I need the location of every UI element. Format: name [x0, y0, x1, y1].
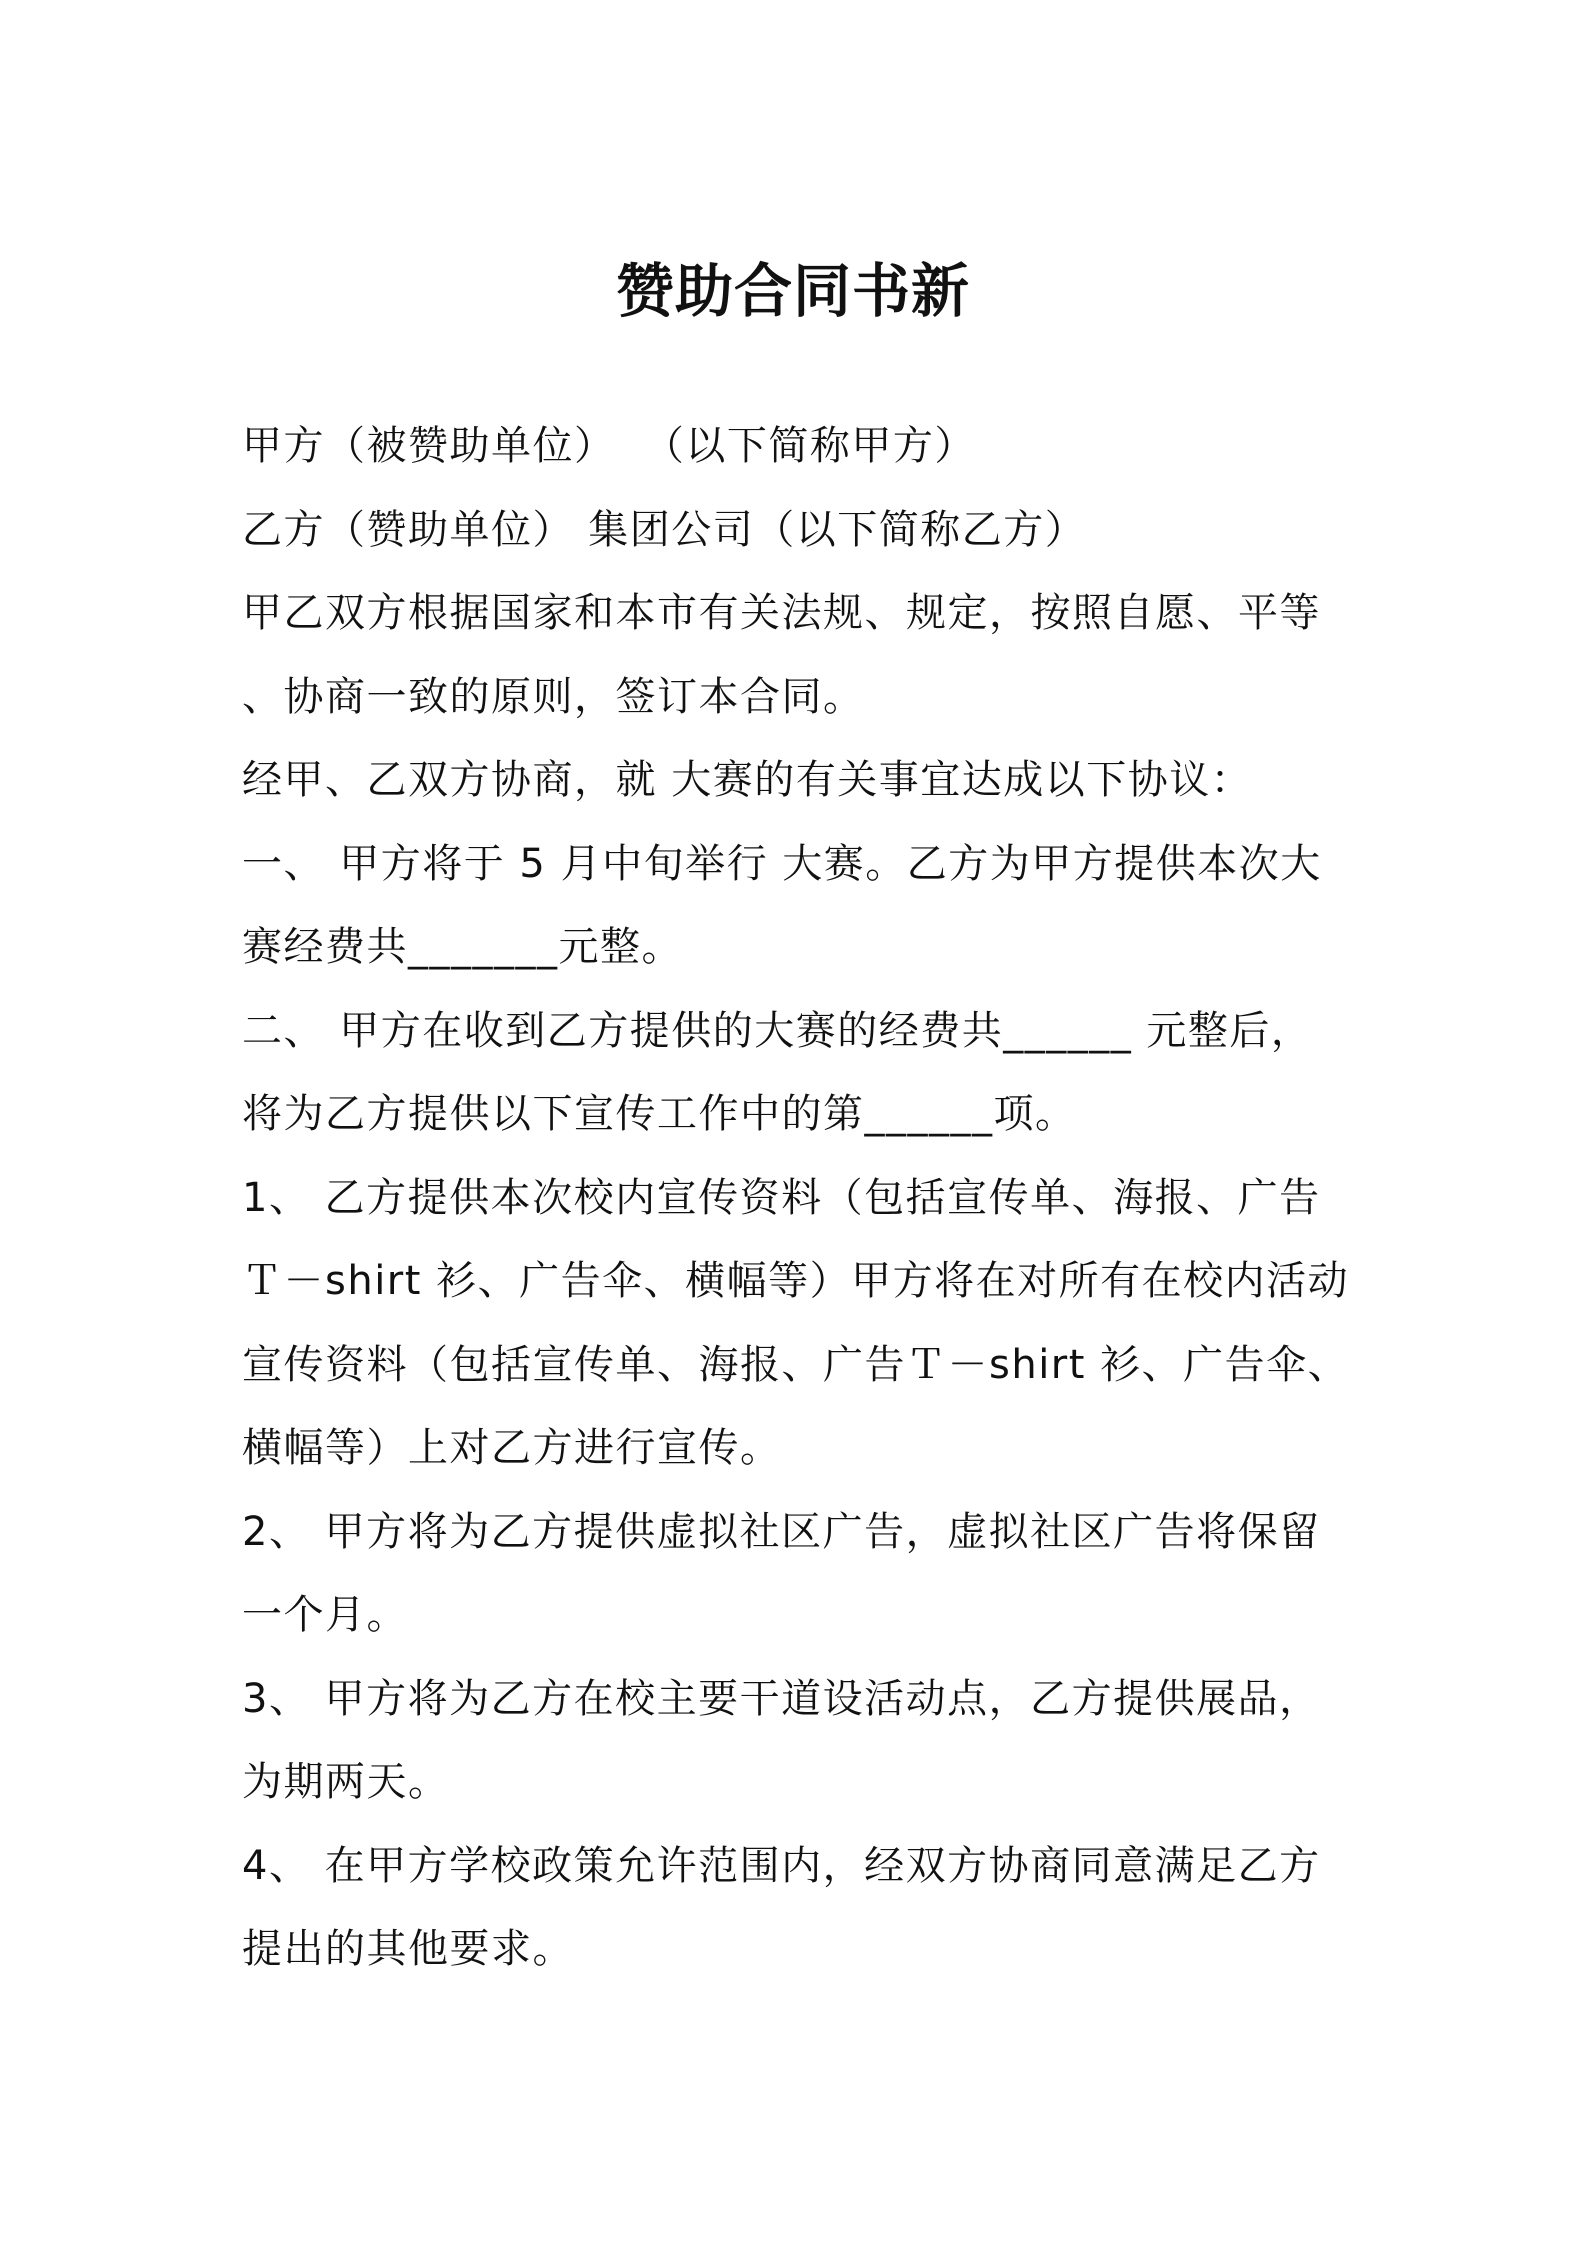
text-line: 一个月。 — [242, 1592, 408, 1638]
text-line: 一、 甲方将于 5 月中旬举行 大赛。乙方为甲方提供本次大 — [242, 840, 1322, 887]
text-line: 二、 甲方在收到乙方提供的大赛的经费共______ 元整后， — [242, 1007, 1313, 1054]
text-line: 提出的其他要求。 — [242, 1926, 574, 1972]
text-line: 横幅等）上对乙方进行宣传。 — [242, 1425, 782, 1471]
text-line: Ｔ－shirt 衫、广告伞、横幅等）甲方将在对所有在校内活动 — [242, 1258, 1350, 1304]
text-line: 甲乙双方根据国家和本市有关法规、规定，按照自愿、平等 — [242, 590, 1321, 636]
text-line: 甲方（被赞助单位） （以下简称甲方） — [242, 423, 976, 469]
text-line: 经甲、乙双方协商，就 大赛的有关事宜达成以下协议： — [242, 757, 1253, 803]
text-line: 赛经费共_______元整。 — [242, 924, 683, 970]
text-line: 乙方（赞助单位） 集团公司（以下简称乙方） — [242, 506, 1087, 553]
document-title: 赞助合同书新 — [615, 257, 970, 325]
text-line: 1、 乙方提供本次校内宣传资料（包括宣传单、海报、广告 — [242, 1174, 1321, 1221]
text-line: 为期两天。 — [242, 1759, 450, 1805]
text-line: 2、 甲方将为乙方提供虚拟社区广告，虚拟社区广告将保留 — [242, 1508, 1321, 1555]
text-line: 、协商一致的原则，签订本合同。 — [242, 673, 865, 720]
text-line: 将为乙方提供以下宣传工作中的第______项。 — [242, 1091, 1077, 1137]
text-line: 3、 甲方将为乙方在校主要干道设活动点，乙方提供展品， — [242, 1675, 1321, 1722]
document-body — [242, 405, 1357, 1992]
text-line: 4、 在甲方学校政策允许范围内，经双方协商同意满足乙方 — [242, 1842, 1321, 1889]
text-line: 宣传资料（包括宣传单、海报、广告Ｔ－shirt 衫、广告伞、 — [242, 1341, 1350, 1388]
